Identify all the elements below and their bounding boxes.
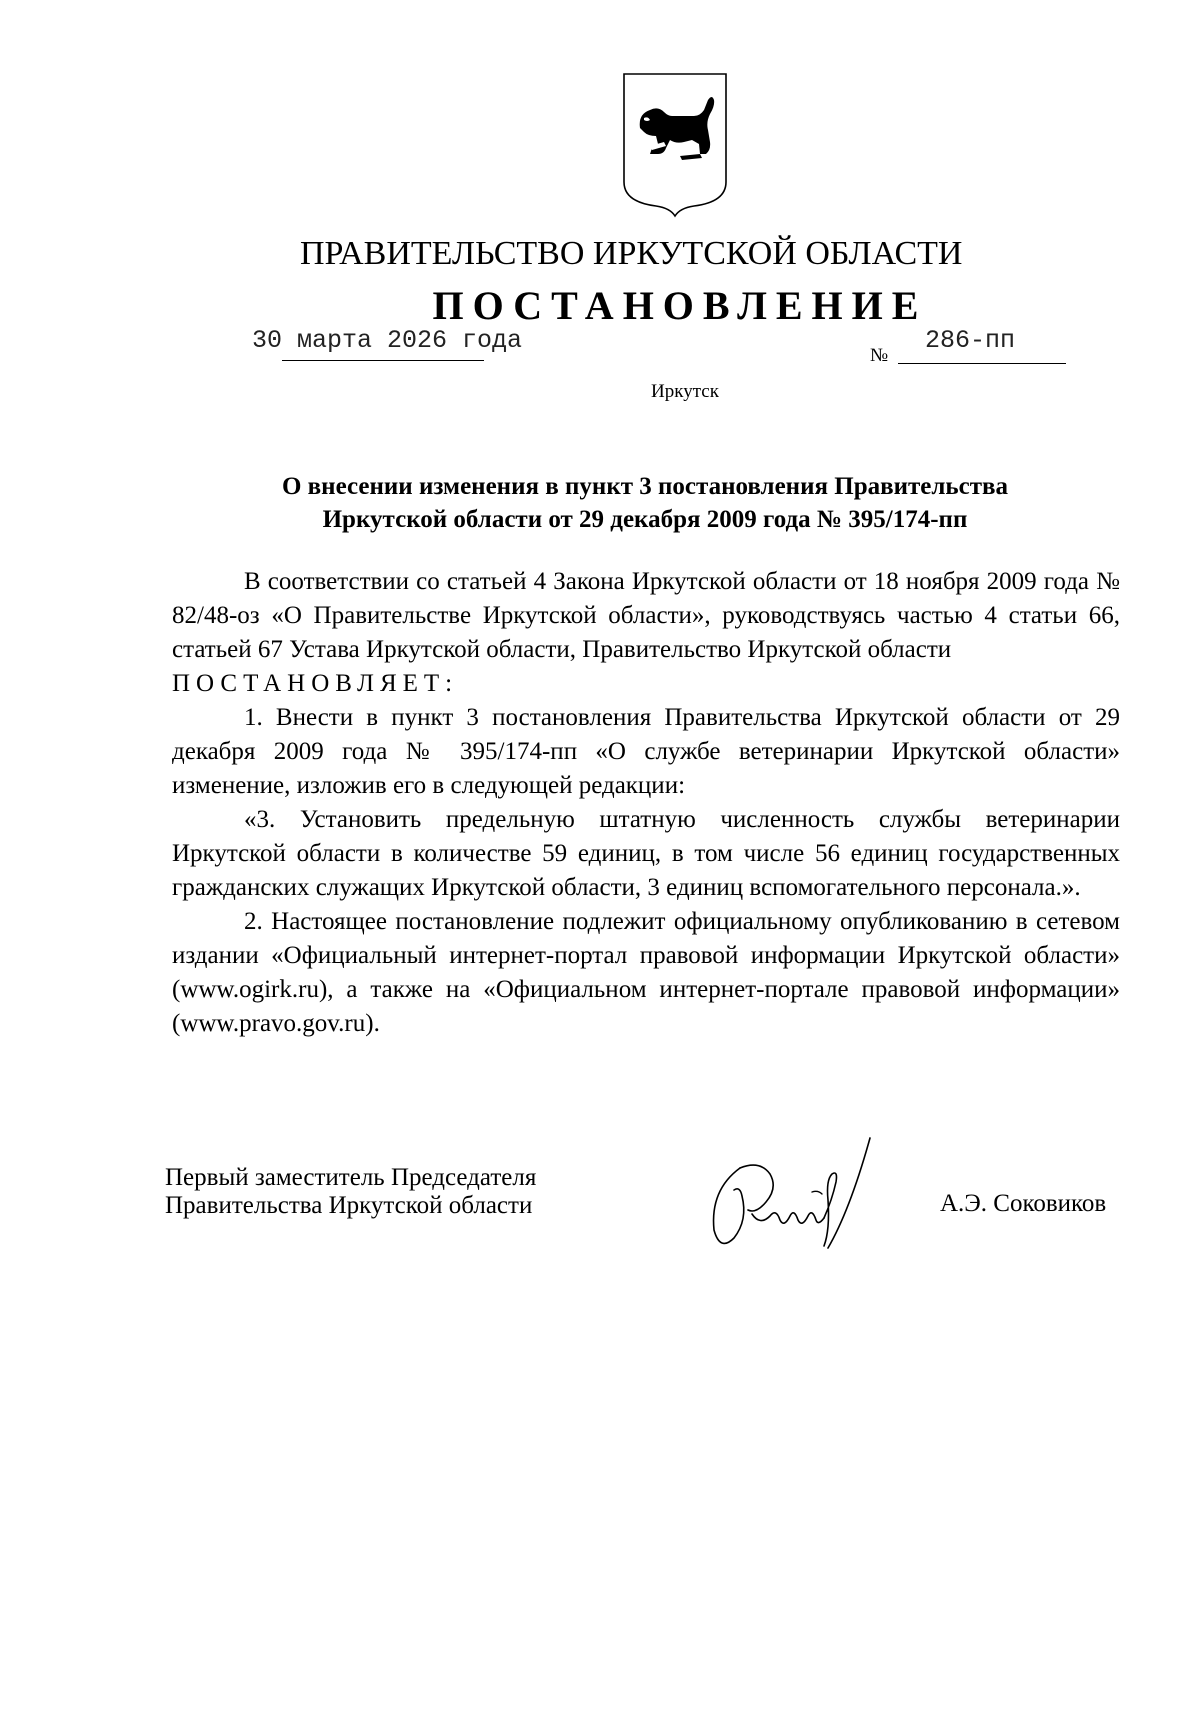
signatory-position xyxy=(165,1164,536,1220)
coat-of-arms-emblem xyxy=(620,70,730,218)
document-type-title: ПОСТАНОВЛЕНИЕ xyxy=(432,283,928,328)
document-subject xyxy=(160,470,1130,536)
item-1-quote-paragraph: «3. Установить предельную штатную численность службы ветеринарии Иркутской области в количестве 59 единиц, в том числе 56 единиц государственных гражданских служащих Иркутской области, 3 единиц вспомогательного персонала.». xyxy=(172,806,1120,901)
document-date: 30 марта 2026 года xyxy=(252,326,523,355)
handwritten-signature xyxy=(700,1130,910,1275)
resolves-heading: ПОСТАНОВЛЯЕТ: xyxy=(172,670,459,697)
number-underline xyxy=(898,363,1066,364)
document-body xyxy=(172,565,1120,1041)
number-sign: № xyxy=(870,345,889,366)
subject-line-2: Иркутской области от 29 декабря 2009 года № 395/174-пп xyxy=(322,506,968,533)
position-line-2: Правительства Иркутской области xyxy=(165,1192,533,1219)
subject-line-1: О внесении изменения в пункт 3 постановления Правительства xyxy=(281,473,1008,500)
city-name: Иркутск xyxy=(651,381,719,402)
item-1-paragraph: 1. Внести в пункт 3 постановления Правительства Иркутской области от 29 декабря 2009 года № 395/174-пп «О службе ветеринарии Иркутской области» изменение, изложив его в следующей редакции: xyxy=(172,704,1120,799)
position-line-1: Первый заместитель Председателя xyxy=(165,1164,537,1191)
item-2-paragraph: 2. Настоящее постановление подлежит официальному опубликованию в сетевом издании «Официальный интернет-портал правовой информации Иркутской области» (www.ogirk.ru), а также на «Официальном интернет-портале правовой информации» (www.pravo.gov.ru). xyxy=(172,908,1120,1037)
signer-name: А.Э. Соковиков xyxy=(940,1190,1107,1217)
preamble-paragraph: В соответствии со статьей 4 Закона Иркутской области от 18 ноября 2009 года № 82/48-оз «О Правительстве Иркутской области», руководствуясь частью 4 статьи 66, статьей 67 Устава Иркутской области, Правительство Иркутской области xyxy=(172,568,1120,663)
date-underline xyxy=(282,360,484,361)
document-number: 286-пп xyxy=(925,326,1016,355)
government-name: ПРАВИТЕЛЬСТВО ИРКУТСКОЙ ОБЛАСТИ xyxy=(300,235,963,272)
